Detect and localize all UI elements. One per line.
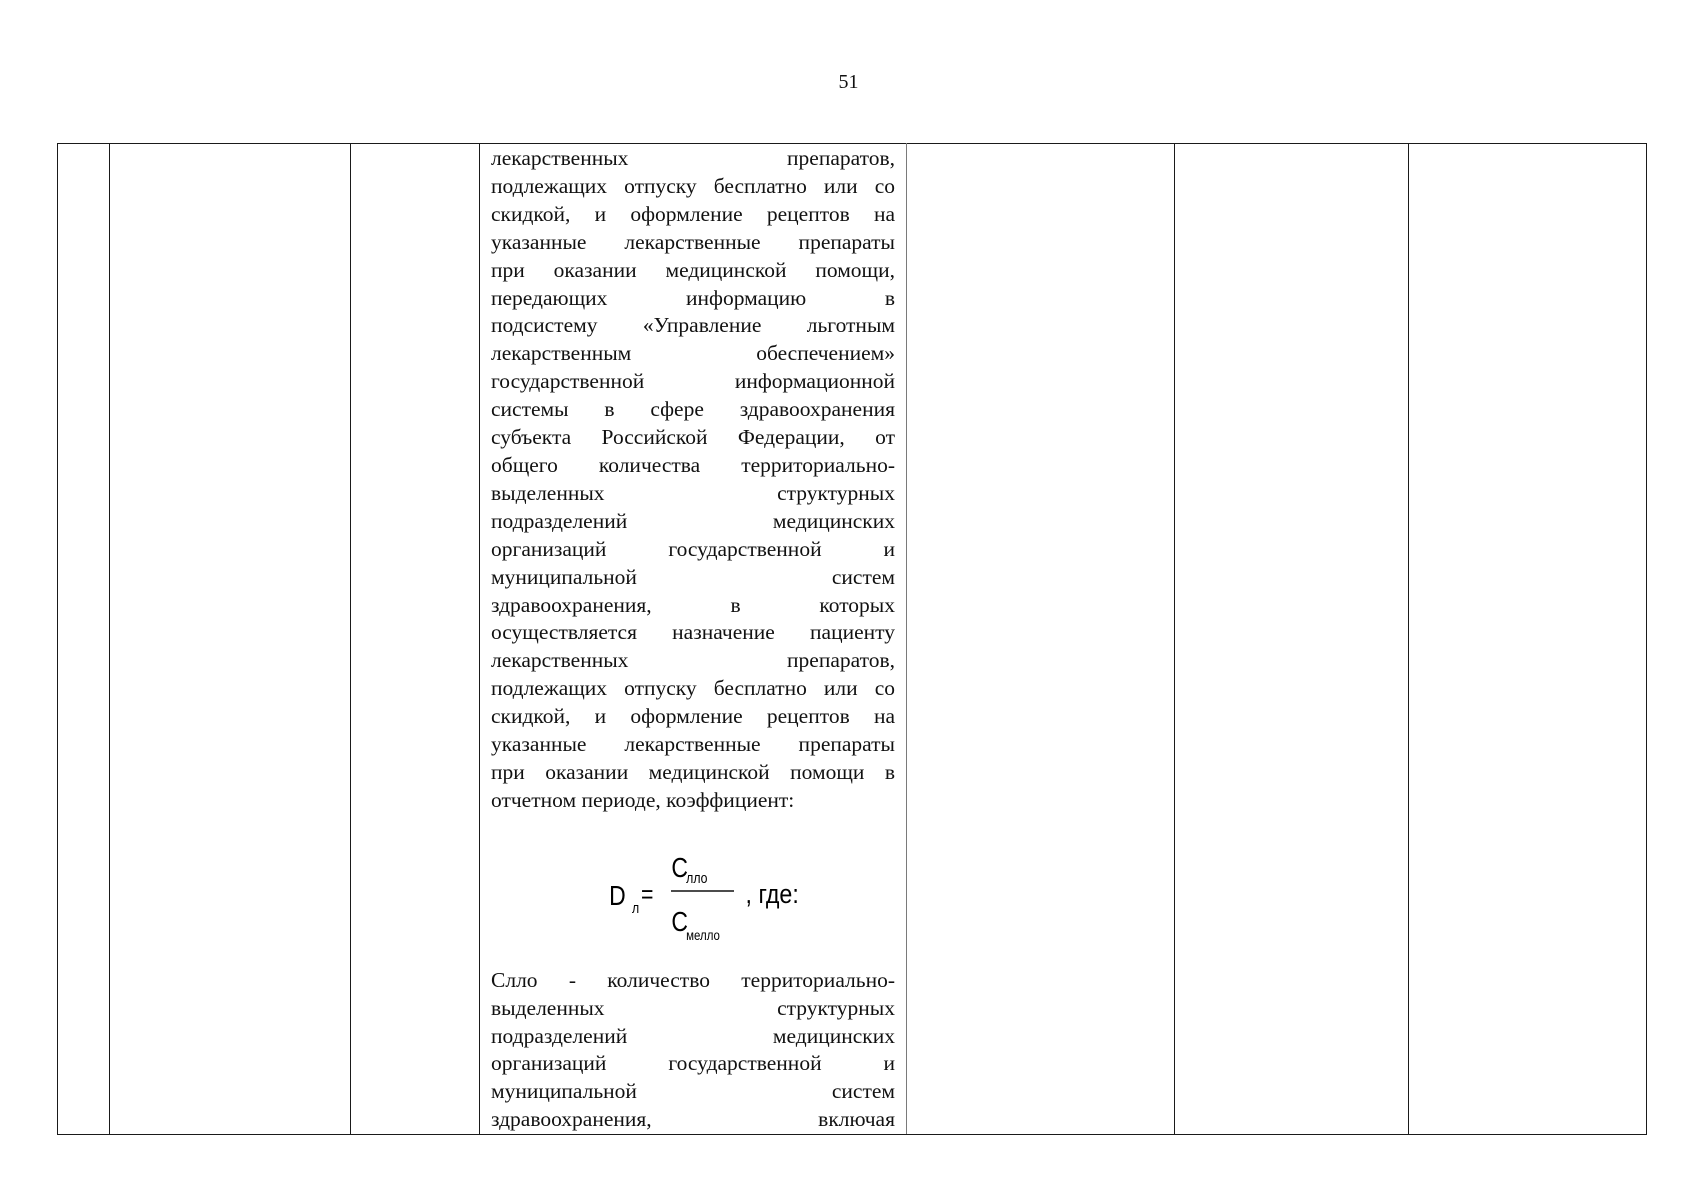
- formula-numerator-subscript: лло: [686, 869, 708, 887]
- table-cell-6: [1175, 144, 1409, 1135]
- text-line: передающих информацию в: [491, 285, 895, 310]
- text-line: отчетном периоде, коэффициент:: [491, 787, 795, 812]
- document-table: [57, 143, 1647, 1135]
- description-paragraph-2: [491, 967, 895, 1134]
- page-number: 51: [838, 71, 859, 93]
- table-cell-index: [58, 144, 110, 1135]
- table-row: [58, 144, 1647, 1135]
- coefficient-formula: [491, 843, 895, 945]
- text-line: выделенных структурных: [491, 995, 895, 1020]
- text-line: скидкой, и оформление рецептов на: [491, 201, 895, 226]
- table-cell-3: [351, 144, 480, 1135]
- formula-equals: =: [641, 879, 654, 910]
- text-line: подлежащих отпуску бесплатно или со: [491, 173, 895, 198]
- text-line: здравоохранения, в которых: [491, 592, 895, 617]
- text-line: скидкой, и оформление рецептов на: [491, 704, 895, 729]
- text-line: подлежащих отпуску бесплатно или со: [491, 676, 895, 701]
- text-line: подразделений медицинских: [491, 1023, 895, 1048]
- table-cell-2: [110, 144, 351, 1135]
- table-cell-indicator-description: [480, 144, 907, 1135]
- text-line: государственной информационной: [491, 369, 895, 394]
- text-line: субъекта Российской Федерации, от: [491, 425, 895, 450]
- text-line: осуществляется назначение пациенту: [491, 620, 895, 645]
- formula-graphic: [491, 843, 895, 945]
- text-line: системы в сфере здравоохранения: [491, 397, 895, 422]
- text-line: при оказании медицинской помощи в: [491, 759, 895, 784]
- text-line: организаций государственной и: [491, 536, 895, 561]
- text-line: организаций государственной и: [491, 1051, 895, 1076]
- text-line: выделенных структурных: [491, 480, 895, 505]
- description-paragraph-1: [491, 145, 895, 815]
- table-cell-7: [1409, 144, 1647, 1135]
- text-line: здравоохранения, включая: [491, 1107, 895, 1132]
- text-line: подсистему «Управление льготным: [491, 313, 895, 338]
- formula-lhs-subscript: л: [632, 899, 640, 917]
- text-line: лекарственных препаратов,: [491, 146, 895, 170]
- text-line: лекарственных препаратов,: [491, 648, 895, 673]
- formula-denominator: C: [671, 906, 688, 938]
- table-cell-5: [907, 144, 1175, 1135]
- formula-numerator: C: [671, 852, 688, 884]
- formula-denominator-subscript: меллo: [686, 926, 720, 944]
- formula-suffix: , где:: [745, 879, 799, 910]
- text-line: указанные лекарственные препараты: [491, 732, 895, 757]
- text-line: Слло - количество территориально-: [491, 967, 895, 992]
- text-line: указанные лекарственные препараты: [491, 229, 895, 254]
- text-line: лекарственным обеспечением»: [491, 341, 895, 366]
- formula-lhs: D: [609, 880, 626, 912]
- text-line: подразделений медицинских: [491, 508, 895, 533]
- text-line: общего количества территориально-: [491, 452, 895, 477]
- text-line: муниципальной систем: [491, 564, 895, 589]
- text-line: муниципальной систем: [491, 1079, 895, 1104]
- text-line: при оказании медицинской помощи,: [491, 257, 895, 282]
